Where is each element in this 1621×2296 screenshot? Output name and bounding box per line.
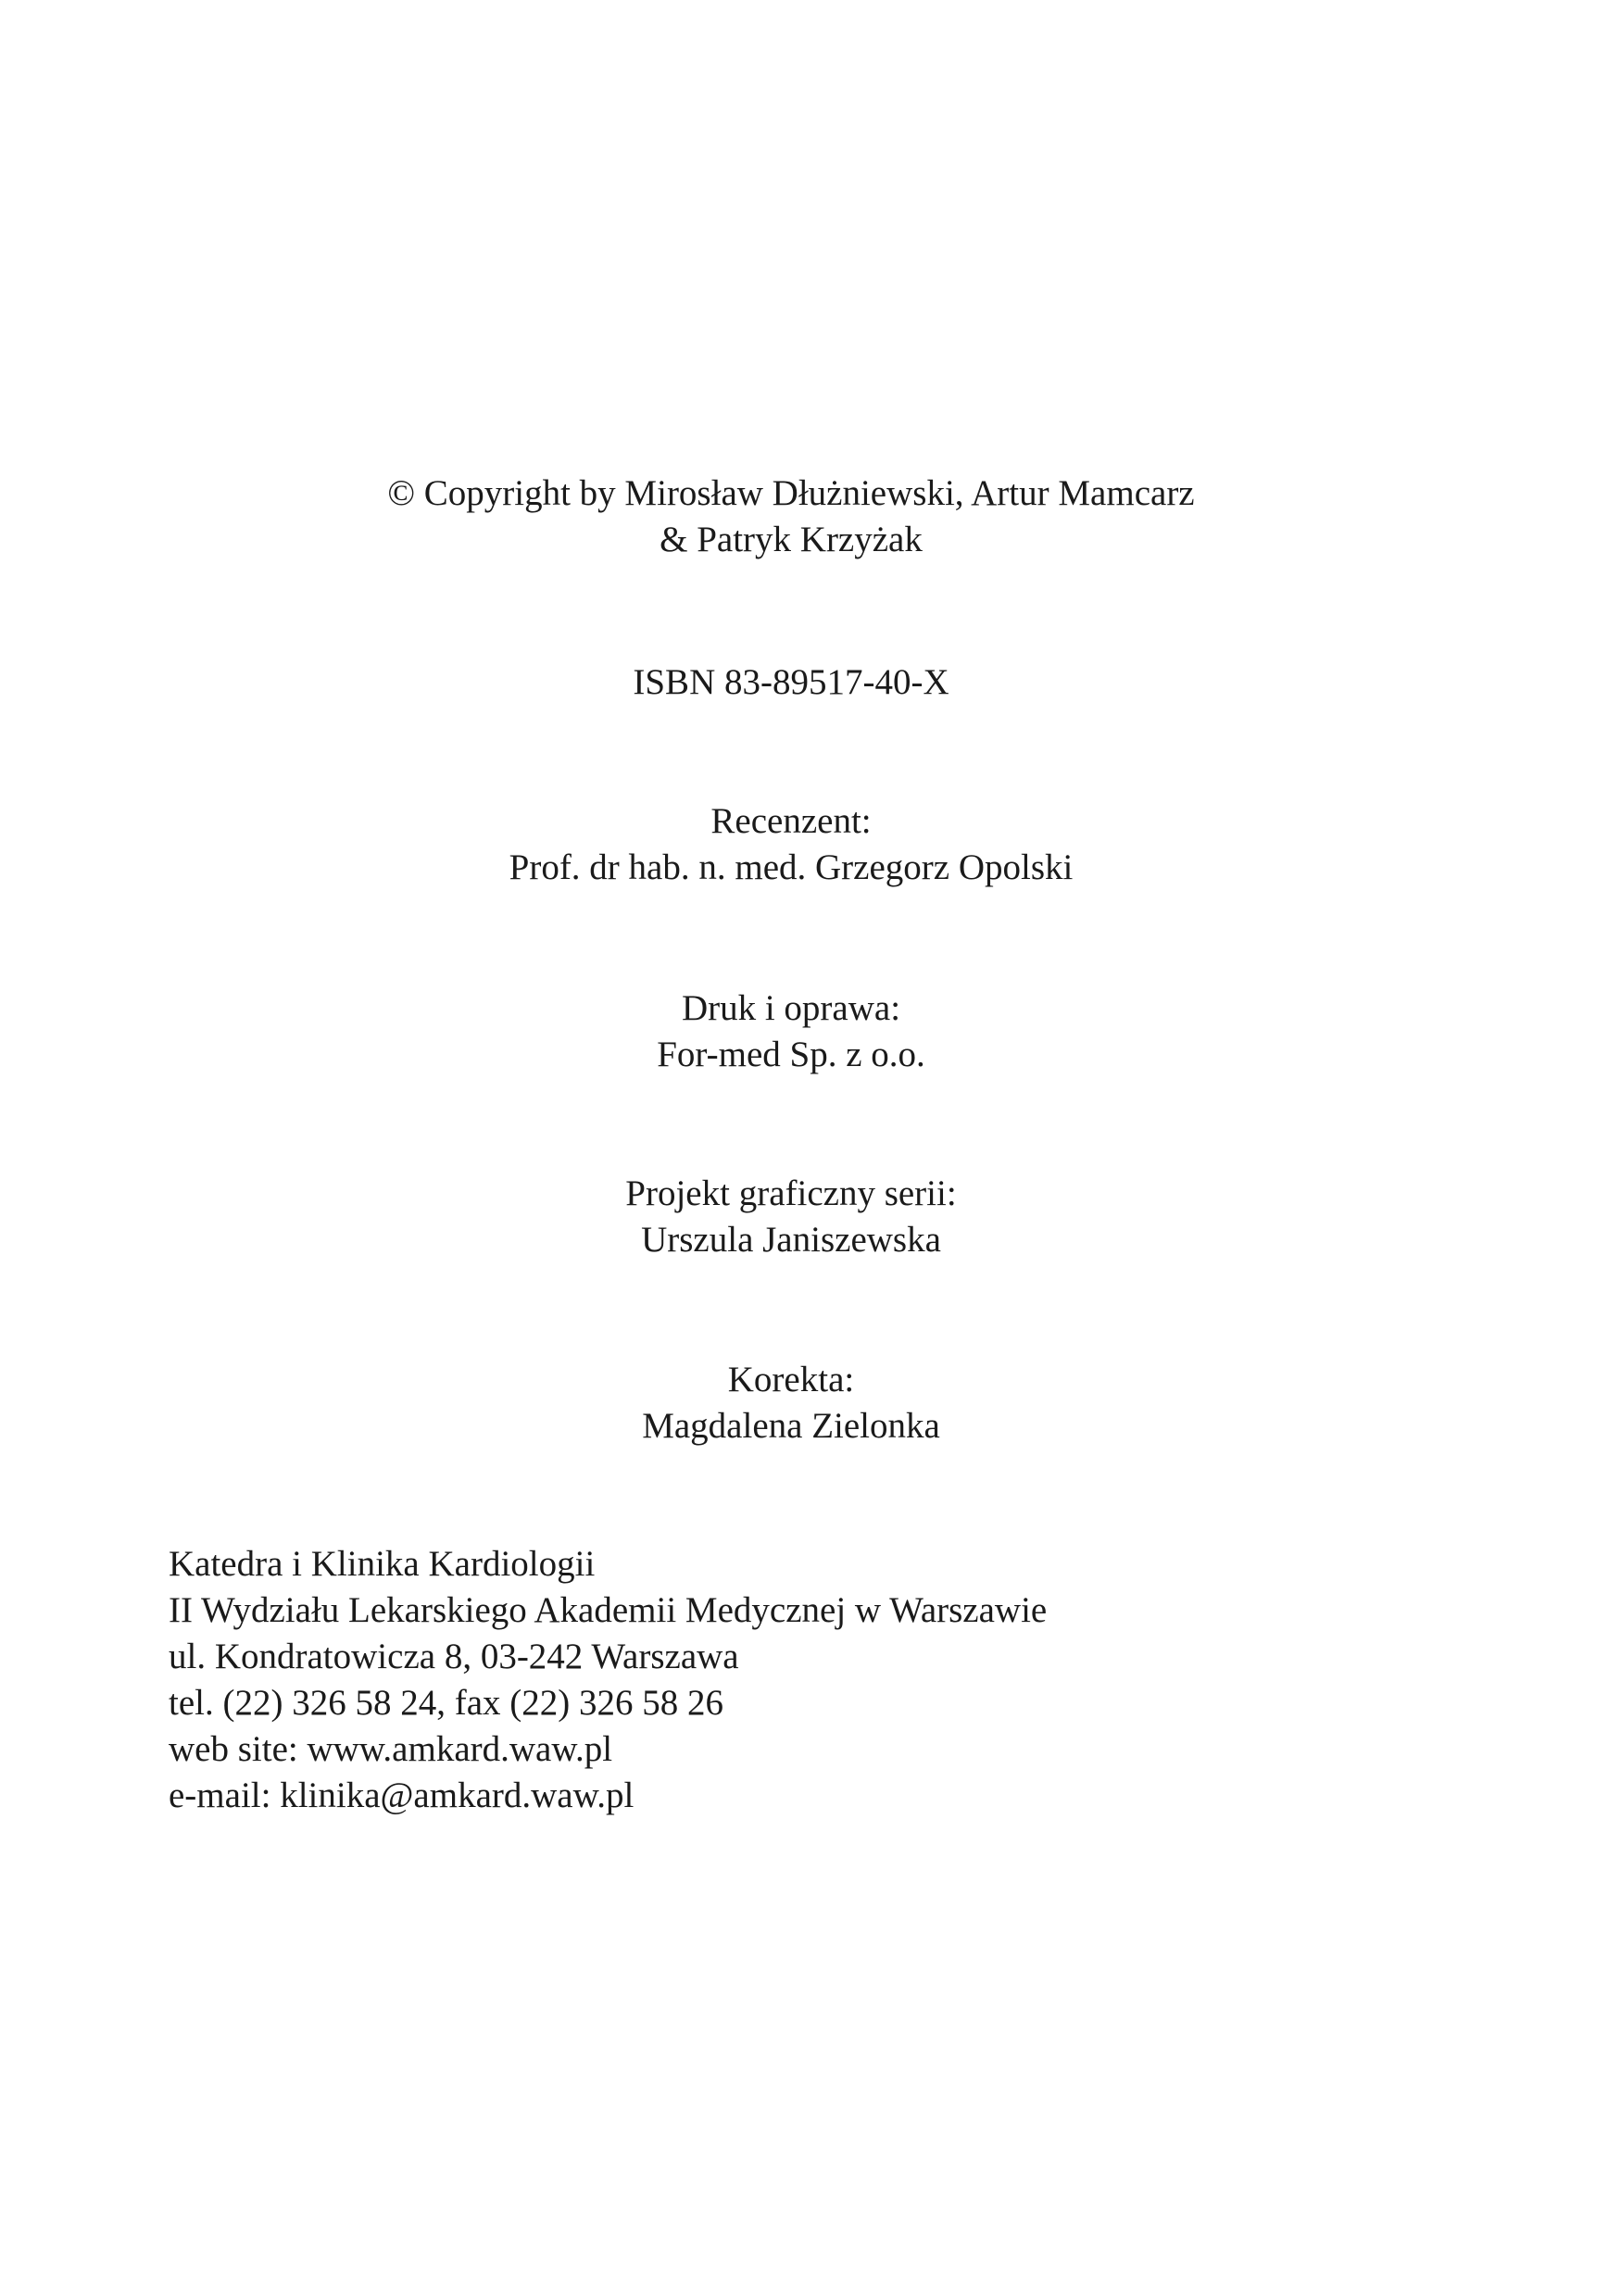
institution-website: web site: www.amkard.waw.pl [169,1729,613,1769]
institution-phone: tel. (22) 326 58 24, fax (22) 326 58 26 [169,1683,723,1723]
institution-street: ul. Kondratowicza 8, 03-242 Warszawa [169,1637,739,1676]
isbn-number: ISBN 83-89517-40-X [633,662,949,702]
institution-email: e-mail: klinika@amkard.waw.pl [169,1775,635,1815]
institution-name: Katedra i Klinika Kardiologii [169,1544,596,1584]
proofreading-name: Magdalena Zielonka [642,1406,940,1446]
reviewer-name: Prof. dr hab. n. med. Grzegorz Opolski [509,847,1074,887]
proofreading-label: Korekta: [727,1360,855,1399]
print-name: For-med Sp. z o.o. [657,1035,925,1074]
copyright-notice [0,470,1582,563]
copyright-line-1: © Copyright by Mirosław Dłużniewski, Artur Mamcarz [387,473,1195,513]
reviewer-label: Recenzent: [710,801,872,841]
design-name: Urszula Janiszewska [641,1220,941,1260]
proofreading-block [0,1357,1582,1449]
reviewer-block [0,798,1582,891]
institution-faculty: II Wydziału Lekarskiego Akademii Medycznej w Warszawie [169,1590,1048,1630]
design-block [0,1171,1582,1263]
print-label: Druk i oprawa: [681,988,901,1028]
isbn-block [0,659,1582,706]
copyright-line-2: & Patryk Krzyżak [660,520,923,559]
institution-address [169,1541,1047,1819]
print-block [0,985,1582,1078]
design-label: Projekt graficzny serii: [625,1173,957,1213]
